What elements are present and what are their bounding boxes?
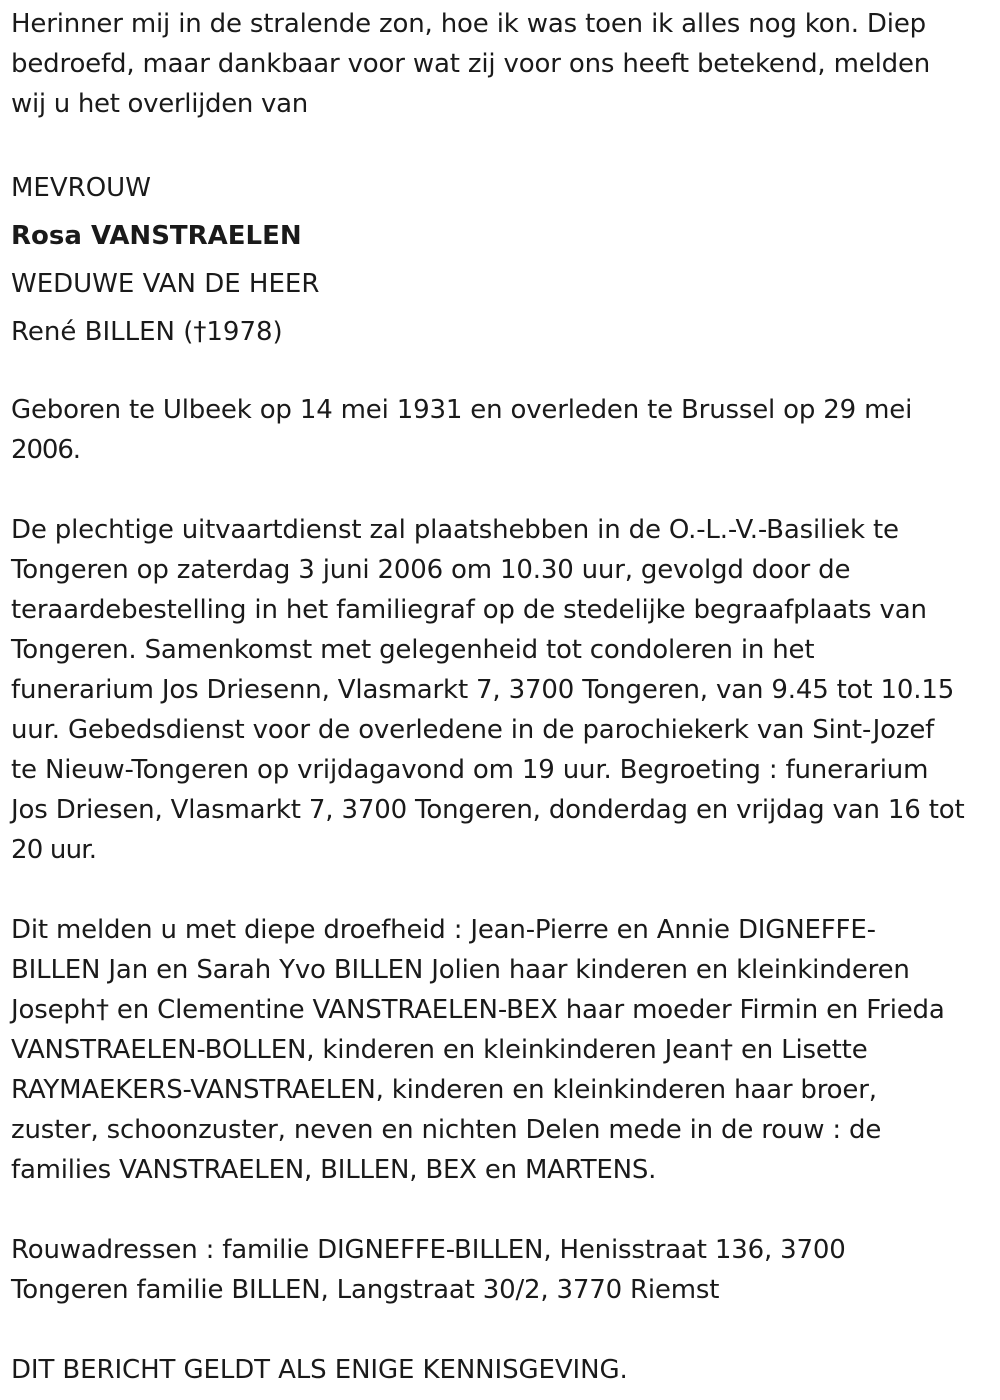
service-line: funerarium Jos Driesenn, Vlasmarkt 7, 3700 Tongeren, van 9.45 tot 10.15 [11,675,955,705]
spacer [11,470,996,510]
widow-of-label: WEDUWE VAN DE HEER [11,269,320,299]
service-line: Tongeren. Samenkomst met gelegenheid tot condoleren in het [11,635,815,665]
family-line: RAYMAEKERS-VANSTRAELEN, kinderen en kleinkinderen haar broer, [11,1075,877,1105]
service-line: 20 uur. [11,835,97,865]
intro-line: bedroefd, maar dankbaar voor wat zij voor ons heeft betekend, melden [11,49,931,79]
service-line: De plechtige uitvaartdienst zal plaatshebben in de O.-L.-V.-Basiliek te [11,515,899,545]
family-line: families VANSTRAELEN, BILLEN, BEX en MARTENS. [11,1155,657,1185]
spouse-name: René BILLEN (†1978) [11,317,283,347]
family-line: Joseph† en Clementine VANSTRAELEN-BEX haar moeder Firmin en Frieda [11,995,945,1025]
obituary-document [11,4,996,1390]
birth-death-line: 2006. [11,435,80,465]
service-line: te Nieuw-Tongeren op vrijdagavond om 19 uur. Begroeting : funerarium [11,755,929,785]
birth-death-line: Geboren te Ulbeek op 14 mei 1931 en overleden te Brussel op 29 mei [11,395,913,425]
service-line: uur. Gebedsdienst voor de overledene in de parochiekerk van Sint-Jozef [11,715,935,745]
intro-line: wij u het overlijden van [11,89,308,119]
closing-statement: DIT BERICHT GELDT ALS ENIGE KENNISGEVING. [11,1355,628,1385]
family-line: Dit melden u met diepe droefheid : Jean-Pierre en Annie DIGNEFFE- [11,915,876,945]
service-line: Tongeren op zaterdag 3 juni 2006 om 10.30 uur, gevolgd door de [11,555,851,585]
deceased-name: Rosa VANSTRAELEN [11,221,302,251]
spacer [11,124,996,164]
family-line: VANSTRAELEN-BOLLEN, kinderen en kleinkinderen Jean† en Lisette [11,1035,868,1065]
intro-paragraph [11,4,996,124]
address-line: Tongeren familie BILLEN, Langstraat 30/2, 3770 Riemst [11,1275,720,1305]
addresses-paragraph [11,1230,996,1310]
deceased-title: MEVROUW [11,173,151,203]
family-paragraph [11,910,996,1190]
spacer [11,870,996,910]
address-line: Rouwadressen : familie DIGNEFFE-BILLEN, Henisstraat 136, 3700 [11,1235,846,1265]
intro-line: Herinner mij in de stralende zon, hoe ik was toen ik alles nog kon. Diep [11,9,927,39]
spacer [11,1310,996,1350]
spacer [11,356,996,390]
service-line: Jos Driesen, Vlasmarkt 7, 3700 Tongeren, donderdag en vrijdag van 16 tot [11,795,965,825]
family-line: BILLEN Jan en Sarah Yvo BILLEN Jolien haar kinderen en kleinkinderen [11,955,910,985]
birth-death-paragraph [11,390,996,470]
spacer [11,1190,996,1230]
service-paragraph [11,510,996,870]
family-line: zuster, schoonzuster, neven en nichten Delen mede in de rouw : de [11,1115,882,1145]
service-line: teraardebestelling in het familiegraf op de stedelijke begraafplaats van [11,595,927,625]
